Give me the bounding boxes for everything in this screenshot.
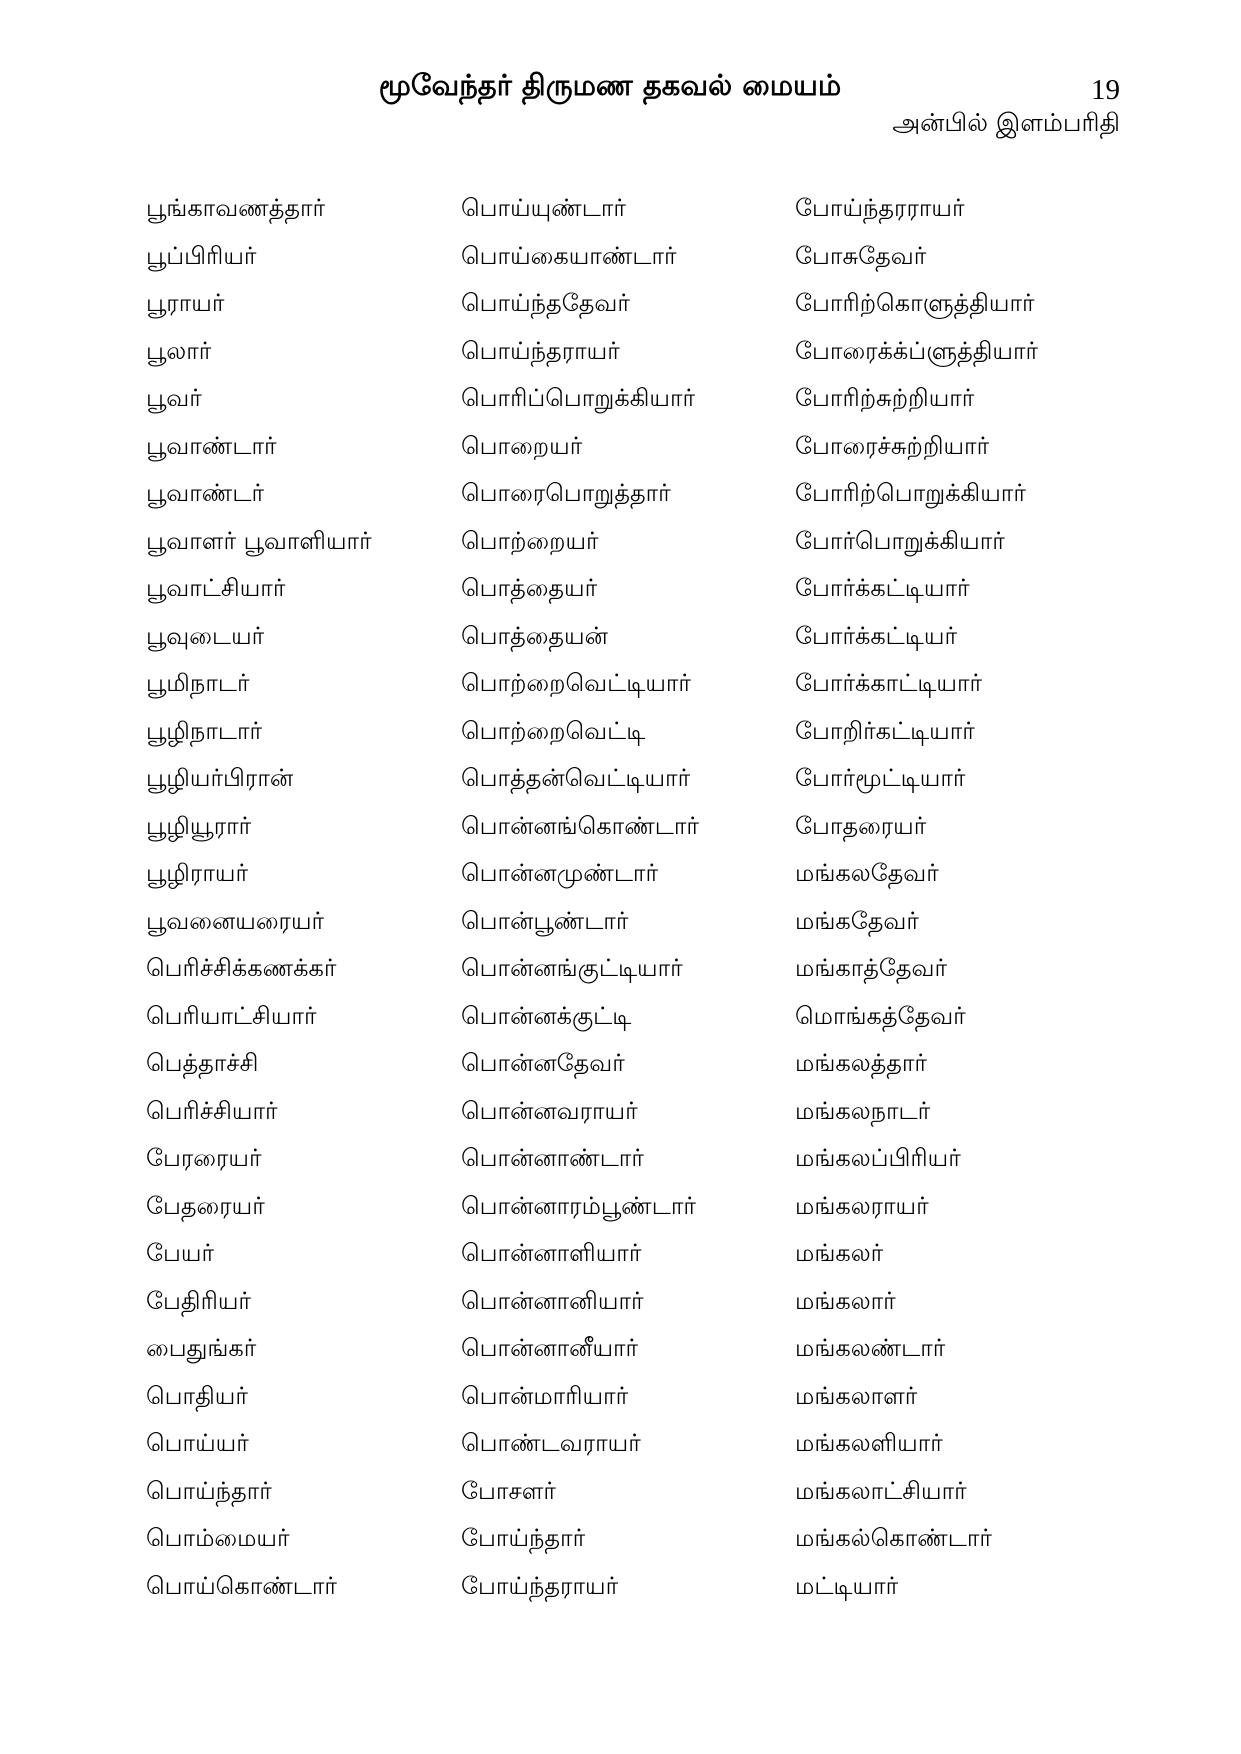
list-item: மங்கதேவர் (795, 906, 919, 935)
list-item: பூவாளர் பூவாளியார் (146, 526, 372, 555)
list-item: போர்க்காட்டியார் (795, 669, 983, 697)
list-item: மொங்கத்தேவர் (795, 1001, 966, 1030)
list-item: மங்கலராயர் (795, 1191, 929, 1220)
list-item: பொய்கையாண்டார் (461, 241, 677, 270)
list-item: மங்கலப்பிரியர் (795, 1144, 961, 1172)
list-item: மங்கலளியார் (795, 1429, 943, 1457)
name-column-3 (795, 185, 1125, 1610)
list-item: பூலார் (146, 336, 212, 365)
list-item: பூராயர் (146, 289, 225, 317)
list-item: பொன்மாரியார் (461, 1381, 629, 1410)
list-item: பொன்னவராயர் (461, 1096, 638, 1125)
list-item: போசளர் (461, 1476, 556, 1505)
list-item: பூவாண்டர் (146, 479, 264, 507)
list-item: போர்மூட்டியார் (795, 764, 966, 792)
list-item: போய்ந்தார் (461, 1524, 586, 1552)
list-item: பொத்தையன் (461, 621, 608, 650)
list-item: போர்க்கட்டியார் (795, 574, 970, 602)
list-item: மங்கலாளர் (795, 1381, 918, 1410)
list-item: போய்ந்தரராயர் (795, 194, 965, 222)
page-title: மூவேந்தர் திருமண தகவல் மையம் (378, 68, 842, 102)
list-item: போரிற்பொறுக்கியார் (795, 479, 1026, 507)
list-item: பொற்றைவெட்டியார் (461, 669, 691, 697)
list-item: பூழியூரார் (146, 811, 252, 840)
list-item: மங்கலநாடர் (795, 1096, 931, 1125)
list-item: பூப்பிரியர் (146, 241, 257, 270)
list-item: பொன்னங்கொண்டார் (461, 811, 699, 840)
list-item: பூழிராயர் (146, 859, 248, 887)
list-item: பொன்னதேவர் (461, 1049, 625, 1077)
list-item: பொய்ந்தார் (146, 1476, 272, 1505)
list-item: பொன்னக்குட்டி (461, 1001, 632, 1030)
list-item: பூங்காவணத்தார் (146, 194, 326, 222)
list-item: பொன்னானீயார் (461, 1334, 639, 1362)
list-item: மங்காத்தேவர் (795, 954, 948, 982)
list-item: பூவாட்சியார் (146, 574, 286, 602)
list-item: பெரிச்சியார் (146, 1096, 278, 1125)
list-item: போர்பொறுக்கியார் (795, 526, 1005, 555)
list-item: பொன்னாண்டார் (461, 1144, 644, 1172)
list-item: மங்கலார் (795, 1286, 896, 1315)
list-item: பொற்றையர் (461, 526, 599, 555)
list-item: பொறையர் (461, 431, 583, 460)
list-item: பேயர் (146, 1239, 215, 1267)
list-item: போரிற்சுற்றியார் (795, 384, 975, 412)
list-item: மங்கலர் (795, 1239, 884, 1267)
list-item: போறிர்கட்டியார் (795, 716, 975, 745)
name-column-2 (461, 185, 791, 1610)
list-item: போர்க்கட்டியர் (795, 621, 957, 650)
list-item: பொய்ந்ததேவர் (461, 289, 630, 317)
list-item: பெத்தாச்சி (146, 1049, 259, 1077)
list-item: மட்டியார் (795, 1571, 899, 1600)
list-item: பொரைபொறுத்தார் (461, 479, 671, 507)
list-item: பொய்யர் (146, 1429, 249, 1457)
list-item: பொன்னங்குட்டியார் (461, 954, 683, 982)
list-item: பூவனையரையர் (146, 906, 325, 935)
list-item: போசுதேவர் (795, 241, 927, 270)
list-item: போரைக்க்ப்ளுத்தியார் (795, 336, 1039, 365)
list-item: பைதுங்கர் (146, 1334, 257, 1362)
list-item: பொன்னானியார் (461, 1286, 644, 1315)
list-item: பொய்கொண்டார் (146, 1571, 337, 1600)
list-item: பெரியாட்சியார் (146, 1001, 317, 1030)
list-item: பூழியர்பிரான் (146, 764, 294, 792)
list-item: பூழிநாடார் (146, 716, 263, 745)
list-item: பொய்யுண்டார் (461, 194, 626, 222)
list-item: பொத்தன்வெட்டியார் (461, 764, 691, 792)
list-item: போய்ந்தராயர் (461, 1571, 619, 1600)
name-list (0, 185, 1241, 1615)
list-item: பேதிரியர் (146, 1286, 251, 1315)
list-item: பேரரையர் (146, 1144, 262, 1172)
list-item: பொண்டவராயர் (461, 1429, 641, 1457)
list-item: மங்கல்கொண்டார் (795, 1524, 992, 1552)
list-item: போரிற்கொளுத்தியார் (795, 289, 1035, 317)
list-item: மங்கலாட்சியார் (795, 1476, 967, 1505)
list-item: பொன்னமுண்டார் (461, 859, 658, 887)
list-item: பேதரையர் (146, 1191, 265, 1220)
list-item: போரைச்சுற்றியார் (795, 431, 990, 460)
list-item: பொத்தையர் (461, 574, 598, 602)
list-item: பொதியர் (146, 1381, 248, 1410)
list-item: பொன்னாளியார் (461, 1239, 642, 1267)
list-item: பூவாண்டார் (146, 431, 277, 460)
list-item: பெரிச்சிக்கணக்கர் (146, 954, 337, 982)
list-item: மங்கலண்டார் (795, 1334, 946, 1362)
list-item: பூவுடையர் (146, 621, 265, 650)
list-item: பொம்மையர் (146, 1524, 290, 1552)
list-item: பொய்ந்தராயர் (461, 336, 620, 365)
list-item: பொற்றைவெட்டி (461, 716, 646, 745)
list-item: மங்கலதேவர் (795, 859, 939, 887)
list-item: பொரிப்பொறுக்கியார் (461, 384, 696, 412)
list-item: மங்கலத்தார் (795, 1049, 927, 1077)
name-column-1 (146, 185, 476, 1610)
list-item: பொன்பூண்டார் (461, 906, 629, 935)
list-item: பூவர் (146, 384, 202, 412)
list-item: பூமிநாடர் (146, 669, 250, 697)
author-name: அன்பில் இளம்பரிதி (892, 108, 1120, 137)
page-number: 19 (1091, 74, 1120, 106)
list-item: பொன்னாரம்பூண்டார் (461, 1191, 696, 1220)
list-item: போதரையர் (795, 811, 927, 840)
